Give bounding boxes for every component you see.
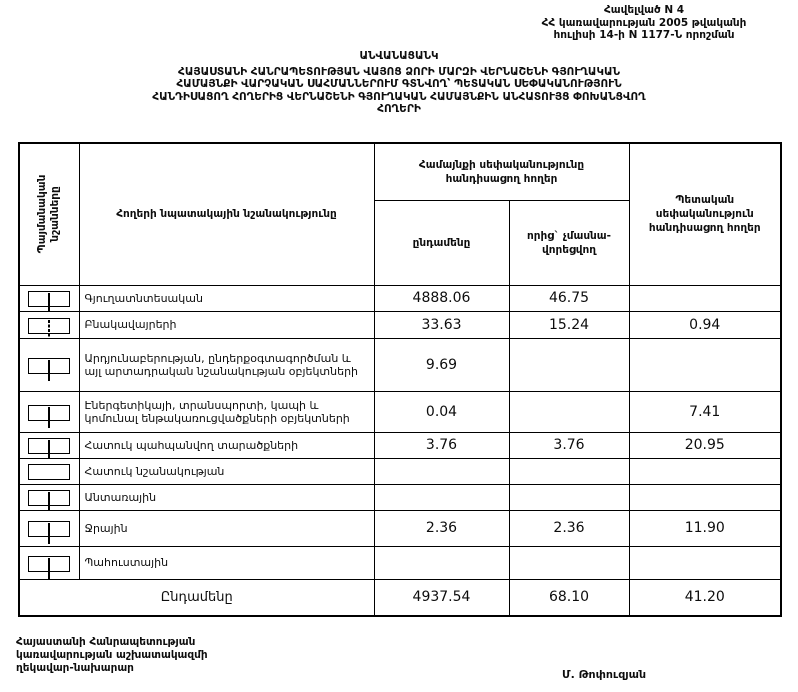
table-row-agricultural bbox=[19, 285, 781, 311]
table-row-protected-areas bbox=[19, 432, 781, 458]
land-category-name: Անտառային bbox=[79, 484, 374, 510]
value-state bbox=[629, 285, 781, 311]
value-community-total: 4888.06 bbox=[374, 285, 509, 311]
legend-symbol-cell bbox=[19, 285, 79, 311]
state-ownership-column-header: Պետական սեփականություն հանդիսացող հողեր bbox=[629, 143, 781, 285]
value-community-unprivatized: 46.75 bbox=[509, 285, 629, 311]
value-community-total: 33.63 bbox=[374, 311, 509, 338]
community-ownership-group-header: Համայնքի սեփականությունը հանդիսացող հողեր bbox=[374, 143, 629, 200]
totals-state: 41.20 bbox=[629, 579, 781, 616]
land-category-name: Ջրային bbox=[79, 510, 374, 546]
value-community-unprivatized bbox=[509, 546, 629, 579]
table-row-infrastructure bbox=[19, 391, 781, 432]
legend-symbol-cell bbox=[19, 391, 79, 432]
value-community-unprivatized: 3.76 bbox=[509, 432, 629, 458]
land-category-name: Էներգետիկայի, տրանսպորտի, կապի և կոմունալ ենթակառուցվածքների օբյեկտների bbox=[79, 391, 374, 432]
symbols-column-header bbox=[19, 143, 79, 285]
value-state: 20.95 bbox=[629, 432, 781, 458]
table-row-industrial bbox=[19, 338, 781, 391]
plain-swatch-icon bbox=[28, 438, 70, 454]
value-community-total bbox=[374, 546, 509, 579]
value-community-total: 0.04 bbox=[374, 391, 509, 432]
value-state: 0.94 bbox=[629, 311, 781, 338]
land-category-name: Գյուղատնտեսական bbox=[79, 285, 374, 311]
plain-swatch-icon bbox=[28, 358, 70, 374]
signatory-title-line-2: կառավարության աշխատակազմի bbox=[16, 649, 208, 661]
table-row-special-purpose bbox=[19, 458, 781, 484]
plain-swatch-icon bbox=[28, 291, 70, 307]
value-community-total: 9.69 bbox=[374, 338, 509, 391]
title-line-3: ՀԱՄԱՅՆՔԻ ՎԱՐՉԱԿԱՆ ՍԱՀՄԱՆՆԵՐՈՒՄ ԳՏՆՎՈՂ՝ ՊԵՏԱԿԱՆ ՍԵՓԱԿԱՆՈՒԹՅՈՒՆ bbox=[176, 78, 622, 90]
appendix-line-2: ՀՀ կառավարության 2005 թվականի bbox=[541, 16, 747, 29]
appendix-line-1: Հավելված N 4 bbox=[603, 4, 685, 16]
value-community-total bbox=[374, 484, 509, 510]
community-unprivatized-column-header: որից` չմասնա-վորեցվող bbox=[509, 200, 629, 285]
legend-symbol-cell bbox=[19, 484, 79, 510]
signatory-name: Մ. Թոփուզյան bbox=[562, 668, 647, 681]
legend-symbol-cell bbox=[19, 432, 79, 458]
plain-swatch-icon bbox=[28, 556, 70, 572]
table-row-water bbox=[19, 510, 781, 546]
value-state: 11.90 bbox=[629, 510, 781, 546]
title-line-1: ԱՆՎԱՆԱՑԱՆԿ bbox=[359, 50, 439, 62]
value-community-unprivatized bbox=[509, 458, 629, 484]
title-line-5: ՀՈՂԵՐԻ bbox=[377, 103, 421, 115]
appendix-line-3: հուլիսի 14-ի N 1177-Ն որոշման bbox=[553, 29, 735, 41]
community-total-column-header: ընդամենը bbox=[374, 200, 509, 285]
totals-community-unprivatized: 68.10 bbox=[509, 579, 629, 616]
plain-swatch-icon bbox=[28, 405, 70, 421]
value-community-unprivatized bbox=[509, 391, 629, 432]
legend-symbol-cell bbox=[19, 338, 79, 391]
legend-symbol-cell bbox=[19, 458, 79, 484]
plain-swatch-icon bbox=[28, 490, 70, 506]
dotted-swatch-icon bbox=[28, 464, 70, 480]
signatory-title-line-1: Հայաստանի Հանրապետության bbox=[16, 636, 196, 648]
land-category-name: Պահուստային bbox=[79, 546, 374, 579]
plain-swatch-icon bbox=[28, 521, 70, 537]
value-community-unprivatized bbox=[509, 484, 629, 510]
value-community-unprivatized: 15.24 bbox=[509, 311, 629, 338]
title-line-2: ՀԱՅԱՍՏԱՆԻ ՀԱՆՐԱՊԵՏՈՒԹՅԱՆ ՎԱՅՈՑ ՁՈՐԻ ՄԱՐԶԻ ՎԵՐՆԱՇԵՆԻ ԳՅՈՒՂԱԿԱՆ bbox=[178, 65, 620, 78]
value-state bbox=[629, 546, 781, 579]
value-state: 7.41 bbox=[629, 391, 781, 432]
legend-symbol-cell bbox=[19, 311, 79, 338]
value-community-unprivatized: 2.36 bbox=[509, 510, 629, 546]
appendix-note bbox=[508, 4, 780, 42]
land-category-name: Հատուկ նշանակության bbox=[79, 458, 374, 484]
value-community-total bbox=[374, 458, 509, 484]
land-category-name: Բնակավայրերի bbox=[79, 311, 374, 338]
legend-symbol-cell bbox=[19, 546, 79, 579]
document-title bbox=[0, 50, 798, 116]
signatory-title-block bbox=[16, 636, 208, 675]
value-community-total: 2.36 bbox=[374, 510, 509, 546]
table-header-row-group bbox=[19, 143, 781, 200]
signatory-title-line-3: ղեկավար-նախարար bbox=[16, 662, 134, 674]
land-category-name: Հատուկ պահպանվող տարածքների bbox=[79, 432, 374, 458]
title-line-4: ՀԱՆԴԻՍԱՑՈՂ ՀՈՂԵՐԻՑ ՎԵՐՆԱՇԵՆԻ ԳՅՈՒՂԱԿԱՆ ՀԱՄԱՅՆՔԻՆ ԱՆՀԱՏՈՒՅՑ ՓՈԽԱՆՑՎՈՂ bbox=[152, 90, 646, 103]
legend-symbol-cell bbox=[19, 510, 79, 546]
symbols-column-header-label: Պայմանական նշանները bbox=[36, 174, 62, 254]
table-row-residential bbox=[19, 311, 781, 338]
value-community-unprivatized bbox=[509, 338, 629, 391]
table-row-reserve bbox=[19, 546, 781, 579]
value-state bbox=[629, 458, 781, 484]
land-table bbox=[18, 142, 782, 617]
totals-label: Ընդամենը bbox=[19, 579, 374, 616]
table-row-forest bbox=[19, 484, 781, 510]
value-state bbox=[629, 338, 781, 391]
dashed-swatch-icon bbox=[28, 318, 70, 334]
land-category-name: Արդյունաբերության, ընդերքօգտագործման և այլ արտադրական նշանակության օբյեկտների bbox=[79, 338, 374, 391]
purpose-column-header: Հողերի նպատակային նշանակությունը bbox=[79, 143, 374, 285]
value-community-total: 3.76 bbox=[374, 432, 509, 458]
table-totals-row bbox=[19, 579, 781, 616]
totals-community-total: 4937.54 bbox=[374, 579, 509, 616]
value-state bbox=[629, 484, 781, 510]
